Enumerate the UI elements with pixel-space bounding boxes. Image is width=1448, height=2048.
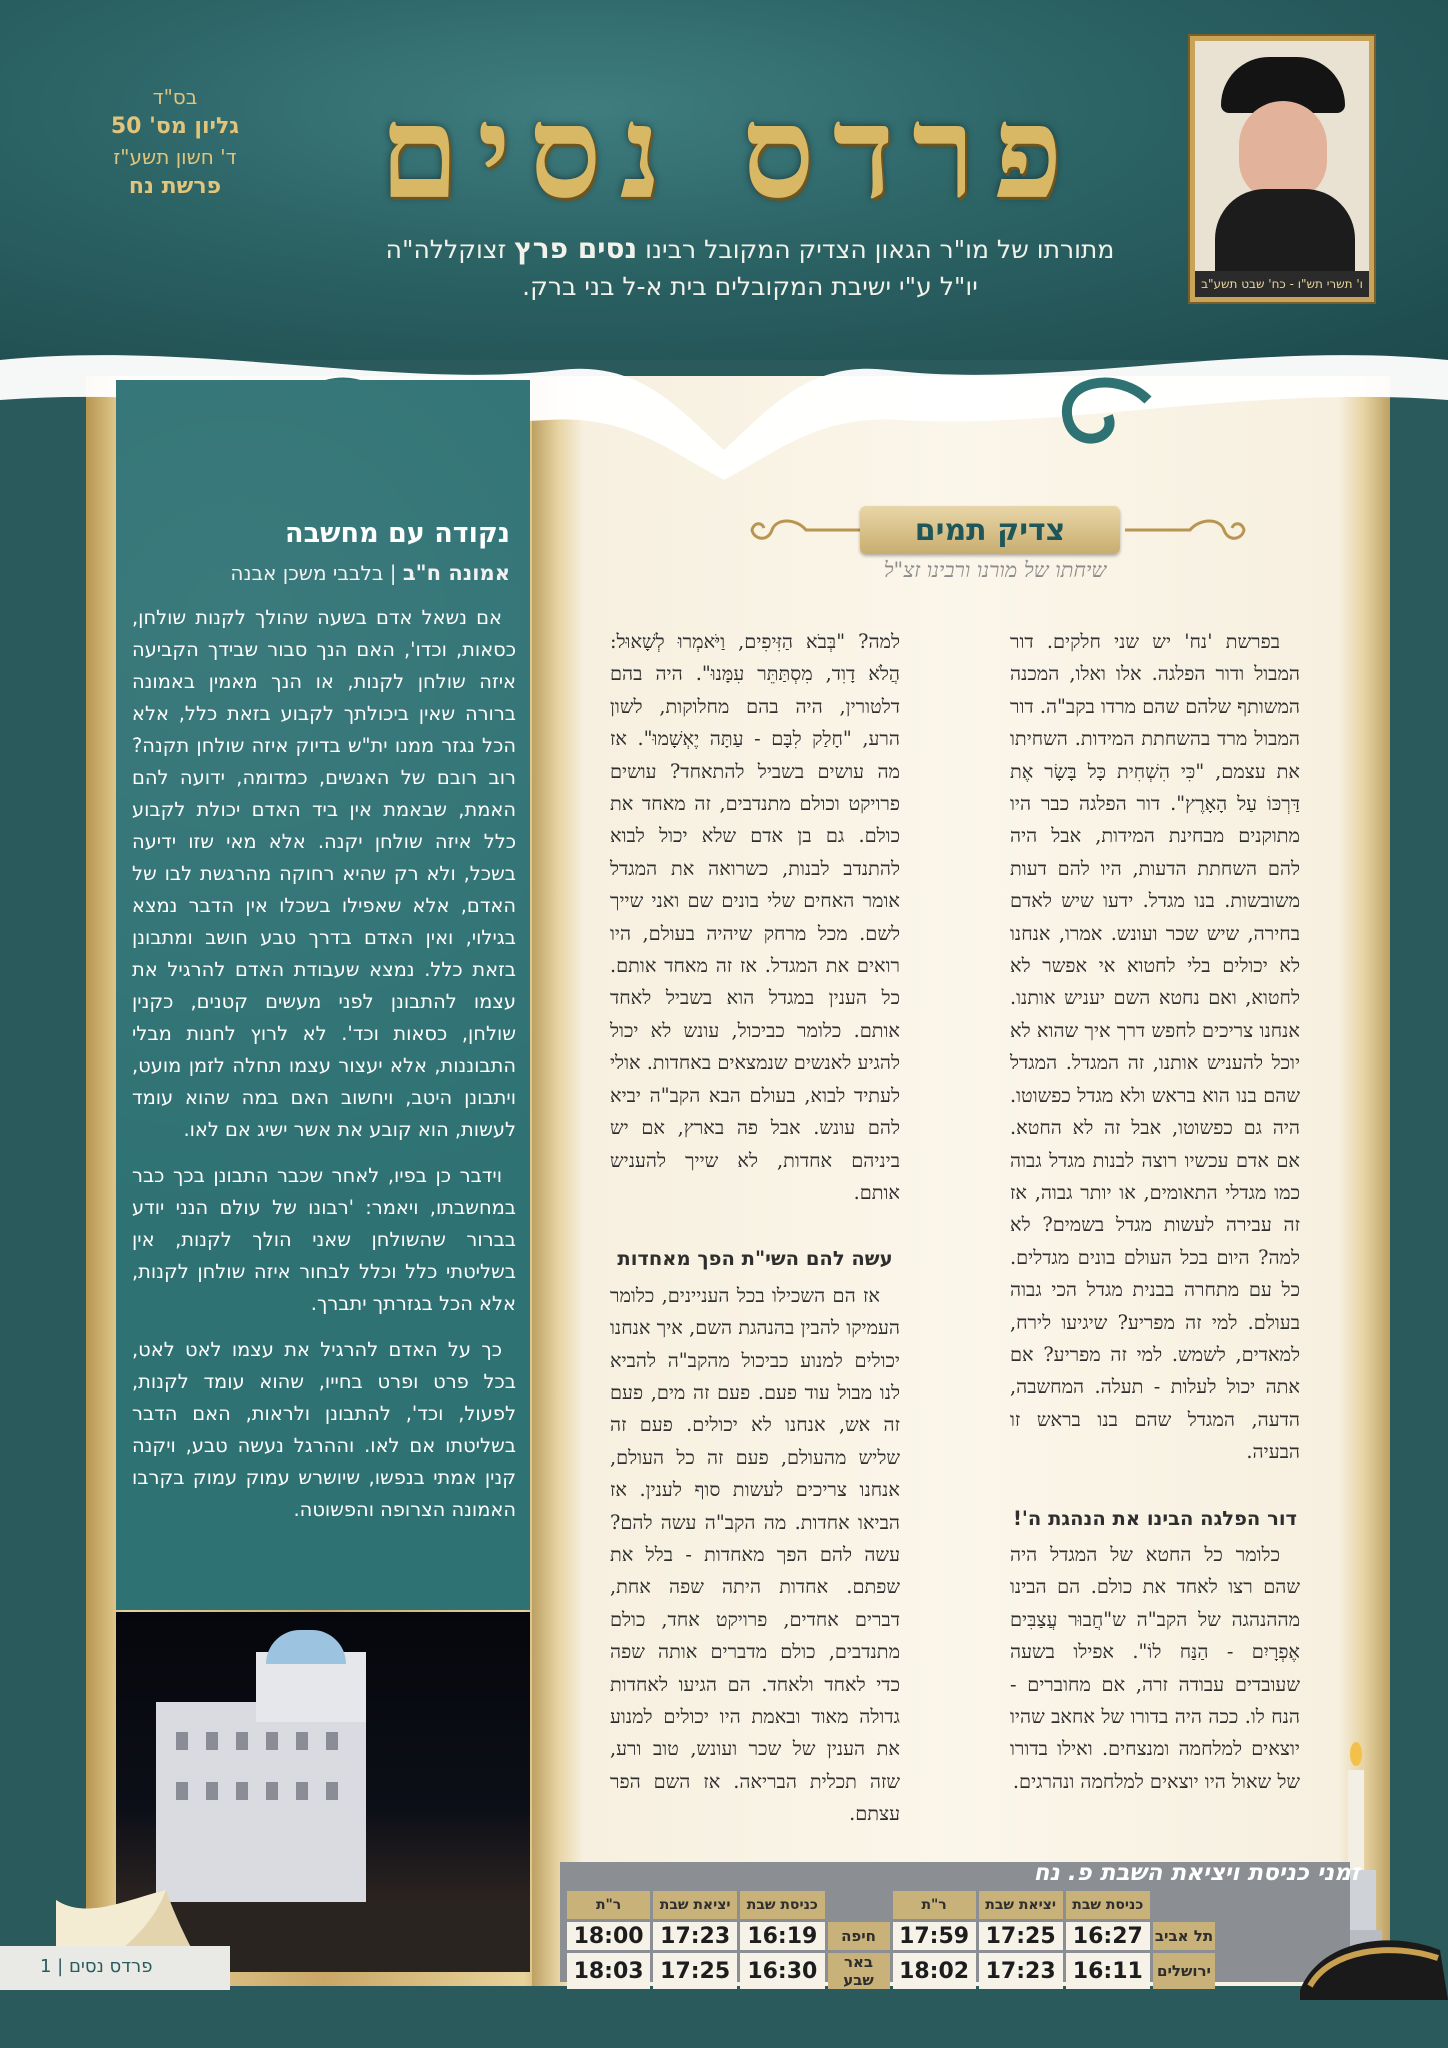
- times-table-title: זמני כניסת ויציאת השבת פ. נח: [1033, 1860, 1360, 1886]
- article-column-right: [1010, 626, 1300, 1798]
- ornament-right-icon: [1120, 512, 1250, 548]
- window: [176, 1732, 188, 1750]
- window: [236, 1782, 248, 1800]
- column-header: כניסת שבת: [1066, 1891, 1150, 1919]
- masthead-subtitle-2: יו"ל ע"י ישיבת המקובלים בית א-ל בני ברק.: [522, 272, 978, 301]
- column-header: ר"ת: [567, 1891, 650, 1919]
- page-number-label: פרדס נסים | 1: [40, 1956, 153, 1977]
- time-cell: 18:03: [567, 1953, 650, 1989]
- portrait-caption: ו' תשרי תש"ו - כח' שבט תשע"ב: [1195, 271, 1369, 297]
- table-row: [567, 1922, 1215, 1950]
- article-subtitle: שיחתו של מורנו ורבינו זצ"ל: [883, 558, 1107, 582]
- time-cell: 18:02: [893, 1953, 976, 1989]
- table-header-row: [567, 1891, 1215, 1919]
- rabbi-portrait: [1190, 36, 1374, 302]
- window: [206, 1732, 218, 1750]
- issue-date: ד' חשון תשע"ז: [113, 145, 237, 169]
- city-name: חיפה: [828, 1922, 890, 1950]
- city-name: באר שבע: [828, 1953, 890, 1989]
- time-cell: 16:30: [740, 1953, 824, 1989]
- time-cell: 16:27: [1066, 1922, 1150, 1950]
- window: [266, 1732, 278, 1750]
- issue-info: [90, 82, 260, 202]
- window: [326, 1782, 338, 1800]
- article-banner: צדיק תמים: [860, 506, 1120, 554]
- parasha-name: פרשת נח: [128, 174, 222, 199]
- column-header: יציאת שבת: [979, 1891, 1063, 1919]
- newsletter-title: פרדס נסים: [379, 78, 1081, 228]
- footer-band: [0, 1990, 1448, 2048]
- sidebar-paragraph: כך על האדם להרגיל את עצמו לאט לאט, בכל פרט ופרט בחייו, שהוא עומד לקנות, לפעול, וכד', להתבונן ולראות, האם הדבר בשליטתו אם לאו. וההרגל נעשה טבע, ויקנה קנין אמתי בנפשו, שיושרש עמוק עמוק בקרבו האמונה הצרופה והפשוטה.: [132, 1338, 516, 1521]
- sidebar-paragraph: וידבר כן בפיו, לאחר שכבר התבונן בכך כבר במחשבתו, ויאמר: 'רבונו של עולם הנני יודע בברור שהשולחן שאני הולך לקנות, אין בשליטתי כלל וכלל לבחור איזה שולחן לקנות, אלא הכל בגזרתך יתברך.: [132, 1164, 516, 1315]
- section-heading: עשה להם השי"ת הפך מאחדות: [617, 1247, 893, 1271]
- challah-cover-icon: [1290, 1920, 1448, 2000]
- article-paragraph: כלומר כל החטא של המגדל היה שהם רצו לאחד את כולם. הם הבינו מההנהגה של הקב"ה ש"חֲבוּר עֲצַבִּים אֶפְרָיִם - הַנַּח לוֹ". אפילו בשעה שעובדים עבודה זרה, אם מחוברים - הנח לו. ככה היה בדורו של אחאב שהיו יוצאים למלחמה ומנצחים. ואילו בדורו של שאול היו יוצאים למלחמה ונהרגים.: [1010, 1542, 1300, 1793]
- masthead-subtitle-1: מתורתו של מו"ר הגאון הצדיק המקובל רבינו נסים פרץ זצוקללה"ה: [385, 232, 1115, 265]
- time-cell: 17:23: [979, 1953, 1063, 1989]
- issue-number: גליון מס' 50: [110, 114, 240, 139]
- article-paragraph: אז הם השכילו בכל העניינים, כלומר העמיקו להבין בהנהגת השם, איך אנחנו יכולים למנוע כביכול מהקב"ה להביא לנו מבול עוד פעם. פעם זה מים, פעם זה אש, אנחנו לא יכולים. פעם זה שליש מהעולם, פעם זה כל העולם, אנחנו צריכים לעשות סוף לענין. אז הביאו אחדות. מה הקב"ה עשה להם? עשה להם הפך מאחדות - בלל את שפתם. אחדות היתה שפה אחת, דברים אחדים, פרויקט אחד, כולם מתנדבים, כולם מדברים אותה שפה כדי לאחד ולאחד. הם הגיעו לאחדות גדולה מאוד ובאמת היו יכולים למנוע את הענין של שכר ועונש, טוב ורע, שזה תכלית הבריאה. אז השם הפר עצתם.: [610, 1283, 900, 1826]
- ornament-left-icon: [746, 512, 876, 548]
- rabbi-name: נסים פרץ: [514, 232, 638, 265]
- portrait-face: [1239, 101, 1327, 201]
- city-name: ירושלים: [1153, 1953, 1215, 1989]
- city-name: תל אביב: [1153, 1922, 1215, 1950]
- time-cell: 16:11: [1066, 1953, 1150, 1989]
- article-paragraph: בפרשת 'נח' יש שני חלקים. דור המבול ודור הפלגה. אלו ואלו, המכנה המשותף שלהם שהם מרדו בקב"ה. דור המבול מרד בהשחתת המידות. השחיתו את עצמם, "כִּי הִשְׁחִית כָּל בָּשָׂר אֶת דַּרְכּוֹ עַל הָאָרֶץ". דור הפלגה כבר היו מתוקנים מבחינת המידות, אבל היה להם השחתת הדעות, היו להם דעות משובשות. בנו מגדל. ידעו שיש לאדם בחירה, שיש שכר ועונש. אמרו, אנחנו לא יכולים בלי לחטוא אי אפשר לא לחטוא, ואם נחטא השם יעניש אותנו. אנחנו צריכים לחפש דרך איך שהוא לא יוכל להעניש אותנו, זה המגדל. המגדל שהם בנו הוא בראש ולא מגדל כפשוטו. היה גם כפשוטו, אבל זה לא החטא. אם אדם עכשיו רוצה לבנות מגדל גבוה כמו מגדלי התאומים, או יותר גבוה, אז זה עבירה לעשות מגדל בשמים? לא למה? היום בכל העולם בונים מגדלים. כל עם מתחרה בבנית מגדל הכי גבוה בעולם. למי זה מפריע? שיגיעו לירח, למאדים, לשמש. למי זה מפריע? אם אתה יכול לעלות - תעלה. המחשבה, הדעה, המגדל שהם בנו בראש זו הבעיה.: [1010, 630, 1300, 1464]
- window: [206, 1782, 218, 1800]
- section-heading: דור הפלגה הבינו את הנהגת ה'!: [1013, 1506, 1297, 1530]
- window: [326, 1732, 338, 1750]
- time-cell: 17:25: [979, 1922, 1063, 1950]
- sidebar-subtitle: אמונה ח"ב | בלבבי משכן אבנה: [230, 561, 510, 585]
- sidebar-text: [132, 602, 516, 1540]
- article-column-left: [610, 626, 900, 1831]
- shabbat-times-table: [564, 1888, 1218, 1992]
- table-row: [567, 1953, 1215, 1989]
- window: [266, 1782, 278, 1800]
- column-header: ר"ת: [893, 1891, 976, 1919]
- window: [236, 1732, 248, 1750]
- sidebar-paragraph: אם נשאל אדם בשעה שהולך לקנות שולחן, כסאות, וכדו', האם הנך סבור שבידך הקביעה איזה שולחן לקנות, או הנך מאמין באמונה ברורה שאין ביכולתך לקבוע בזאת כלל, אלא הכל נגזר ממנו ית"ש בדיוק איזה שולחן תקנה? רוב רובם של האנשים, כמדומה, ידועה להם האמת, שבאמת אין ביד האדם יכולת לקבוע כלל איזה שולחן יקנה. אלא מאי שזו ידיעה בשכל, ולא רק שהיא רחוקה מהרגשת לבו של האדם, אלא שאפילו בשכלו אין הדבר נמצא בגילוי, ואין האדם בדרך טבע חושב ומתבונן בזאת כלל. נמצא שעבודת האדם להרגיל את עצמו להתבונן לפני מעשים קטנים, כקנין שולחן, כסאות וכד'. לא לרוץ לחנות מבלי התבוננות, אלא יעצור עצמו תחלה לזמן מועט, ויתבונן היטב, ויחשוב האם במה שהוא עומד לעשות, הוא קובע את אשר ישיג אם לאו.: [132, 606, 516, 1141]
- window: [296, 1782, 308, 1800]
- time-cell: 16:19: [740, 1922, 824, 1950]
- sidebar-title: נקודה עם מחשבה: [285, 518, 510, 549]
- window: [296, 1732, 308, 1750]
- bsd-mark: בס"ד: [152, 85, 198, 109]
- building-dome: [266, 1630, 346, 1664]
- time-cell: 17:25: [653, 1953, 737, 1989]
- column-header: יציאת שבת: [653, 1891, 737, 1919]
- time-cell: 17:23: [653, 1922, 737, 1950]
- time-cell: 17:59: [893, 1922, 976, 1950]
- time-cell: 18:00: [567, 1922, 650, 1950]
- article-paragraph: למה? "בְּבֹא הַזִּיפִים, וַיֹּאמְרוּ לְשָׁאוּל: הֲלֹא דָוִד, מִסְתַּתֵּר עִמָּנוּ". היה בהם דלטורין, היה בהם מחלוקות, לשון הרע, "חָלַק לִבָּם - עַתָּה יֶאְשָׁמוּ". אז מה עושים בשביל להתאחד? עושים פרויקט וכולם מתנדבים, זה מאחד את כולם. גם בן אדם שלא יכול לבוא להתנדב לבנות, כשרואה את המגדל אומר האחים שלי בונים שם ואני שייך לשם. מכל מרחק שיהיה בעולם, היו רואים את המגדל. אז זה מאחד אותם. כל הענין במגדל הוא בשביל לאחד אותם. כלומר כביכול, עונש לא יכול להגיע לאנשים שנמצאים באחדות. אולי לעתיד לבוא, בעולם הבא הקב"ה יביא להם עונש. אבל פה בארץ, אם יש ביניהם אחדות, לא שייך להעניש אותם.: [610, 630, 900, 1204]
- column-header: כניסת שבת: [740, 1891, 824, 1919]
- window: [176, 1782, 188, 1800]
